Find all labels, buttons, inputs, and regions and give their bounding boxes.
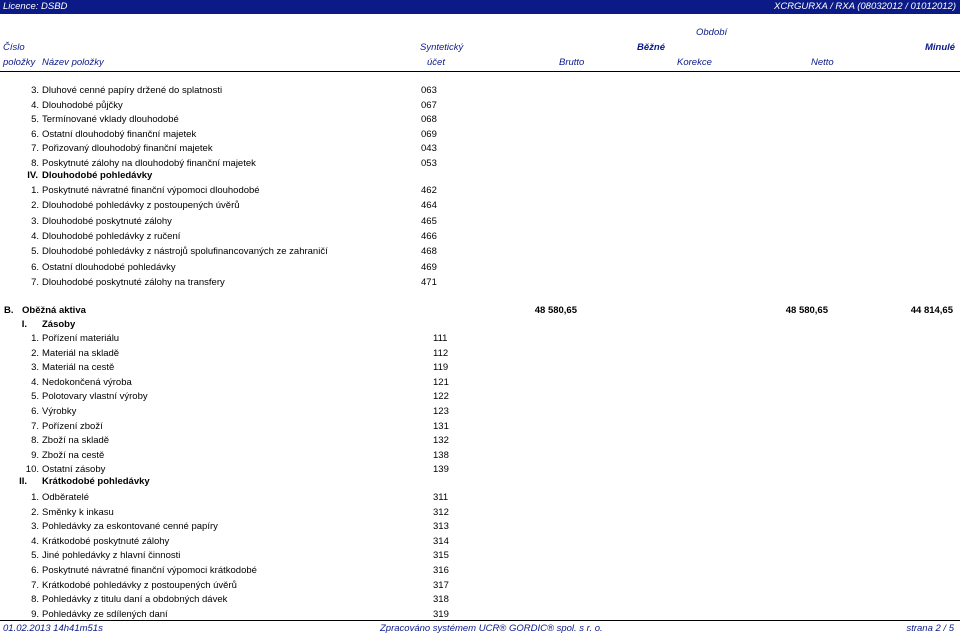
section-title: Krátkodobé pohledávky (42, 476, 150, 487)
item-label: Dlouhodobé poskytnuté zálohy (42, 215, 172, 227)
item-account: 069 (421, 128, 437, 140)
footer-system: Zpracováno systémem UCR® GORDIC® spol. s r. o. (380, 623, 603, 634)
report-id: XCRGURXA / RXA (08032012 / 01012012) (773, 1, 956, 12)
header-ucet: účet (427, 57, 445, 68)
section-b-total (0, 305, 960, 319)
item-label: Dlouhodobé pohledávky z nástrojů spolufinancovaných ze zahraničí (42, 246, 328, 258)
item-label: Krátkodobé pohledávky z postoupených úvěrů (42, 579, 237, 591)
table-row (0, 550, 960, 564)
table-row (0, 377, 960, 391)
item-label: Dlouhodobé poskytnuté zálohy na transfery (42, 276, 225, 288)
table-row (0, 406, 960, 420)
item-number: 8. (31, 435, 39, 447)
item-account: 119 (433, 362, 449, 374)
item-label: Směnky k inkasu (42, 506, 114, 518)
item-number: 5. (31, 246, 39, 258)
item-number: 1. (31, 333, 39, 344)
item-account: 043 (421, 143, 437, 155)
minule-value: 44 814,65 (910, 305, 953, 316)
item-account: 314 (433, 535, 449, 547)
item-account: 138 (433, 449, 449, 461)
item-number: 6. (31, 128, 39, 140)
item-account: 313 (433, 521, 449, 533)
item-account: 466 (421, 230, 437, 242)
item-label: Pořízení zboží (42, 420, 103, 432)
table-row (0, 391, 960, 405)
item-account: 121 (433, 376, 449, 388)
item-account: 122 (433, 391, 449, 403)
section-title: Zásoby (42, 319, 76, 330)
item-label: Zboží na skladě (42, 435, 110, 447)
item-account: 471 (421, 276, 437, 288)
footer-date: 01.02.2013 14h41m51s (3, 623, 103, 634)
item-account: 465 (421, 215, 437, 227)
item-number: 9. (31, 608, 39, 620)
item-label: Pořizovaný dlouhodobý finanční majetek (42, 143, 213, 155)
item-account: 316 (433, 565, 449, 576)
item-label: Materiál na skladě (42, 347, 120, 359)
table-row (0, 114, 960, 128)
section-title: Oběžná aktiva (22, 305, 86, 316)
item-label: Jiné pohledávky z hlavní činnosti (42, 550, 181, 562)
item-number: 9. (31, 449, 39, 461)
item-label: Poskytnuté návratné finanční výpomoci krátkodobé (42, 565, 257, 576)
table-row (0, 231, 960, 245)
item-account: 318 (433, 594, 449, 606)
item-label: Termínované vklady dlouhodobé (42, 114, 179, 126)
section-iv (0, 170, 960, 184)
item-label: Krátkodobé poskytnuté zálohy (42, 535, 170, 547)
table-row (0, 594, 960, 608)
brutto-value: 48 580,65 (534, 305, 577, 316)
item-label: Poskytnuté návratné finanční výpomoci dlouhodobé (42, 185, 260, 196)
item-number: 10. (25, 464, 39, 476)
item-account: 315 (433, 550, 449, 562)
item-account: 123 (433, 406, 449, 417)
item-number: 8. (31, 158, 39, 169)
item-label: Dluhové cenné papíry držené do splatnosti (42, 85, 223, 96)
item-number: 5. (31, 550, 39, 562)
table-row (0, 129, 960, 143)
item-number: 2. (31, 347, 39, 359)
item-label: Nedokončená výroba (42, 376, 132, 388)
item-label: Odběratelé (42, 492, 90, 503)
item-account: 112 (433, 347, 449, 359)
item-account: 317 (433, 579, 449, 591)
item-account: 131 (433, 420, 449, 432)
item-number: 3. (31, 85, 39, 96)
item-label: Dlouhodobé pohledávky z postoupených úvěrů (42, 200, 240, 212)
table-row (0, 521, 960, 535)
item-account: 311 (433, 492, 449, 503)
item-number: 4. (31, 376, 39, 388)
item-account: 464 (421, 200, 437, 212)
section-number: I. (21, 319, 27, 330)
table-row (0, 565, 960, 579)
item-label: Ostatní zásoby (42, 464, 106, 476)
header-nazev: Název položky (42, 57, 104, 68)
top-bar (0, 0, 960, 14)
table-row (0, 536, 960, 550)
item-number: 4. (31, 230, 39, 242)
item-label: Ostatní dlouhodobý finanční majetek (42, 128, 197, 140)
header-obdobi: Období (696, 27, 728, 38)
table-row (0, 246, 960, 260)
table-row (0, 421, 960, 435)
header-netto: Netto (811, 57, 834, 68)
section-title: Dlouhodobé pohledávky (42, 170, 153, 181)
item-account: 063 (421, 85, 437, 96)
section-number: II. (19, 476, 27, 487)
section-ii (0, 476, 960, 490)
table-row (0, 185, 960, 199)
item-label: Polotovary vlastní výroby (42, 391, 148, 403)
header-korekce: Korekce (677, 57, 712, 68)
item-number: 2. (31, 200, 39, 212)
table-row (0, 262, 960, 276)
item-number: 4. (31, 99, 39, 111)
table-row (0, 348, 960, 362)
item-number: 7. (31, 276, 39, 288)
item-account: 132 (433, 435, 449, 447)
item-label: Dlouhodobé pohledávky z ručení (42, 230, 181, 242)
item-label: Zboží na cestě (42, 449, 105, 461)
item-number: 3. (31, 521, 39, 533)
item-account: 053 (421, 158, 437, 169)
item-account: 067 (421, 99, 437, 111)
table-row (0, 450, 960, 464)
footer-divider (0, 620, 960, 621)
item-number: 1. (31, 492, 39, 503)
header-brutto: Brutto (559, 57, 585, 68)
item-number: 5. (31, 114, 39, 126)
table-row (0, 216, 960, 230)
item-label: Výrobky (42, 406, 77, 417)
item-label: Pořízení materiálu (42, 333, 120, 344)
table-row (0, 100, 960, 114)
item-account: 312 (433, 506, 449, 518)
header-bezne: Běžné (637, 42, 665, 53)
table-row (0, 200, 960, 214)
item-number: 2. (31, 506, 39, 518)
header-polozky: položky (3, 57, 36, 68)
item-number: 7. (31, 143, 39, 155)
item-label: Pohledávky ze sdílených daní (42, 608, 168, 620)
item-account: 469 (421, 261, 437, 273)
table-row (0, 580, 960, 594)
table-row (0, 435, 960, 449)
item-number: 7. (31, 420, 39, 432)
item-label: Ostatní dlouhodobé pohledávky (42, 261, 176, 273)
table-row (0, 507, 960, 521)
table-row (0, 492, 960, 506)
header-divider (0, 71, 960, 72)
table-row (0, 362, 960, 376)
item-number: 6. (31, 565, 39, 576)
item-number: 7. (31, 579, 39, 591)
table-row (0, 143, 960, 157)
table-row (0, 277, 960, 291)
item-number: 3. (31, 215, 39, 227)
item-number: 4. (31, 535, 39, 547)
header-synteticky: Syntetický (420, 42, 464, 53)
footer-page: strana 2 / 5 (906, 623, 954, 634)
item-number: 3. (31, 362, 39, 374)
item-account: 468 (421, 246, 437, 258)
section-number: IV. (27, 170, 38, 181)
item-account: 319 (433, 608, 449, 620)
item-label: Materiál na cestě (42, 362, 115, 374)
item-number: 8. (31, 594, 39, 606)
table-row (0, 333, 960, 347)
licence-label: Licence: DSBD (3, 1, 68, 12)
section-number: B. (4, 305, 14, 316)
section-i (0, 319, 960, 333)
item-account: 462 (421, 185, 437, 196)
table-row (0, 85, 960, 99)
item-number: 5. (31, 391, 39, 403)
item-label: Dlouhodobé půjčky (42, 99, 123, 111)
item-label: Pohledávky za eskontované cenné papíry (42, 521, 218, 533)
item-number: 1. (31, 185, 39, 196)
item-account: 139 (433, 464, 449, 476)
item-number: 6. (31, 261, 39, 273)
netto-value: 48 580,65 (785, 305, 828, 316)
header-cislo: Číslo (3, 42, 25, 53)
item-label: Pohledávky z titulu daní a obdobných dávek (42, 594, 228, 606)
header-minule: Minulé (925, 42, 956, 53)
item-account: 111 (433, 333, 448, 344)
item-number: 6. (31, 406, 39, 417)
item-account: 068 (421, 114, 437, 126)
item-label: Poskytnuté zálohy na dlouhodobý finanční majetek (42, 158, 256, 169)
